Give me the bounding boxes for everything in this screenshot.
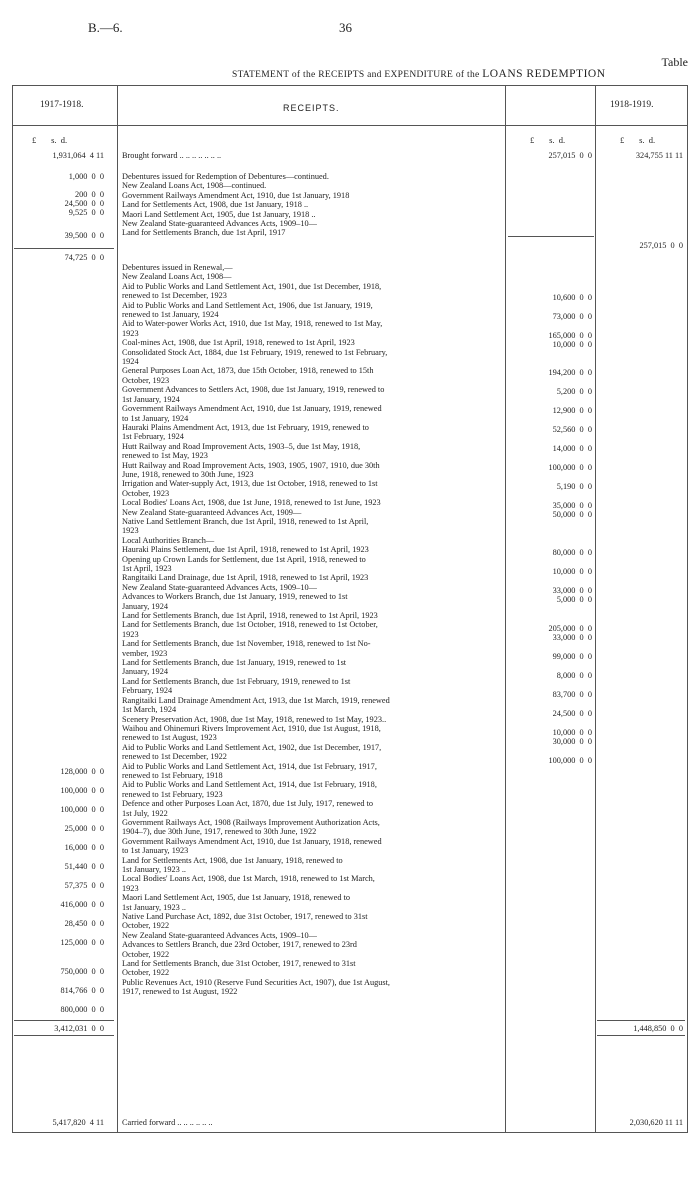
receipt-line: October, 1922 xyxy=(122,949,170,959)
mid-amount: 14,000 0 0 xyxy=(552,444,592,453)
receipt-line: 1917, renewed to 1st August, 1922 xyxy=(122,987,238,997)
receipt-line: General Purposes Loan Act, 1873, due 15th October, 1918, renewed to 15th xyxy=(122,366,374,376)
receipt-line: Local Bodies' Loans Act, 1908, due 1st June, 1918, renewed to 1st June, 1923 xyxy=(122,498,381,508)
table-word: Table xyxy=(661,55,688,69)
sum-line-right-2 xyxy=(597,1035,685,1036)
receipt-line: renewed to 1st February, 1923 xyxy=(122,789,223,799)
left-amount: 1,000 0 0 xyxy=(68,172,104,181)
left-amount: 200 0 0 xyxy=(74,190,104,199)
receipt-line: Government Railways Amendment Act, 1910, due 1st January, 1919, renewed xyxy=(122,404,382,414)
receipt-line: Land for Settlements Branch, due 31st October, 1917, renewed to 31st xyxy=(122,959,356,969)
mid-amount: 12,900 0 0 xyxy=(552,406,592,415)
mid-amount: 33,000 0 0 xyxy=(552,586,592,595)
receipt-line: renewed to 1st December, 1923 xyxy=(122,291,227,301)
receipt-line: Native Land Purchase Act, 1892, due 31st October, 1917, renewed to 31st xyxy=(122,912,368,922)
receipt-line: renewed to 1st December, 1922 xyxy=(122,752,227,762)
receipt-line: New Zealand Loans Act, 1908—continued. xyxy=(122,181,267,191)
mid-amount: 24,500 0 0 xyxy=(552,709,592,718)
table-top-rule xyxy=(12,85,688,86)
mid-amount: 83,700 0 0 xyxy=(552,690,592,699)
mid-amount: 5,000 0 0 xyxy=(556,595,592,604)
receipt-line: Land for Settlements Branch, due 1st February, 1919, renewed to 1st xyxy=(122,676,351,686)
mid-amount: 10,600 0 0 xyxy=(552,293,592,302)
mid-amount: 165,000 0 0 xyxy=(548,331,592,340)
left-amount: 5,417,820 4 11 xyxy=(52,1118,104,1127)
receipt-line: 1923 xyxy=(122,629,139,639)
col-divider-1 xyxy=(12,85,13,1133)
receipt-line: Coal-mines Act, 1908, due 1st April, 1918, renewed to 1st April, 1923 xyxy=(122,338,355,348)
mid-amount: 33,000 0 0 xyxy=(552,633,592,642)
mid-amount: 205,000 0 0 xyxy=(548,624,592,633)
mid-amount: 73,000 0 0 xyxy=(552,312,592,321)
receipt-line: 1923 xyxy=(122,526,139,536)
receipt-line: Opening up Crown Lands for Settlement, due 1st April, 1918, renewed to xyxy=(122,554,366,564)
left-amount: 416,000 0 0 xyxy=(60,900,104,909)
receipt-line: Government Advances to Settlers Act, 1908, due 1st January, 1919, renewed to xyxy=(122,385,385,395)
receipt-line: Government Railways Act, 1908 (Railways Improvement Authorization Acts, xyxy=(122,817,380,827)
receipt-row xyxy=(122,263,504,997)
receipt-line: New Zealand State-guaranteed Advances Acts, 1909–10— xyxy=(122,219,317,229)
receipt-line: 1st January, 1923 .. xyxy=(122,865,186,874)
receipt-line: Aid to Public Works and Land Settlement Act, 1914, due 1st February, 1918, xyxy=(122,780,377,790)
mid-amount: 35,000 0 0 xyxy=(552,501,592,510)
mid-amount: 100,000 0 0 xyxy=(548,463,592,472)
receipt-line: New Zealand Loans Act, 1908— xyxy=(122,272,232,282)
receipt-line: Land for Settlements Act, 1908, due 1st January, 1918, renewed to xyxy=(122,855,343,865)
left-amount: 57,375 0 0 xyxy=(64,881,104,890)
receipt-line: Aid to Public Works and Land Settlement Act, 1914, due 1st February, 1917, xyxy=(122,761,377,771)
left-amount: 16,000 0 0 xyxy=(64,843,104,852)
receipt-line: 1st February, 1924 xyxy=(122,432,184,442)
receipt-line: 1st March, 1924 xyxy=(122,705,177,715)
amount-c3: 324,755 11 11 xyxy=(635,151,683,160)
right-amount: 257,015 0 0 xyxy=(639,241,683,250)
receipt-line: Debentures issued for Redemption of Debentures—continued. xyxy=(122,172,329,181)
col-divider-2 xyxy=(117,85,118,1133)
mid-amount: 10,000 0 0 xyxy=(552,340,592,349)
receipt-line: October, 1923 xyxy=(122,375,170,385)
receipt-line: 1st July, 1922 xyxy=(122,808,168,818)
receipt-line: to 1st January, 1923 xyxy=(122,846,189,856)
receipt-line: Advances to Settlers Branch, due 23rd October, 1917, renewed to 23rd xyxy=(122,940,357,950)
sum-line-left-3 xyxy=(14,1035,114,1036)
left-amount: 814,766 0 0 xyxy=(60,986,104,995)
receipt-line: Scenery Preservation Act, 1908, due 1st May, 1918, renewed to 1st May, 1923.. xyxy=(122,714,387,724)
mid-amount: 10,000 0 0 xyxy=(552,567,592,576)
right-year-header: 1918-1919. xyxy=(610,100,654,110)
receipt-row xyxy=(122,151,504,160)
receipt-line: October, 1922 xyxy=(122,921,170,931)
col-divider-3 xyxy=(505,85,506,1133)
receipt-line: Brought forward .. .. .. .. .. .. .. xyxy=(122,151,222,160)
receipt-line: 1st January, 1924 xyxy=(122,394,180,404)
page-ref: B.—6. xyxy=(88,20,123,35)
sum-line-mid-1 xyxy=(508,236,594,237)
receipt-line: 1st April, 1923 xyxy=(122,564,172,573)
left-amount: 3,412,031 0 0 xyxy=(54,1024,104,1033)
receipt-line: 1st January, 1923 .. xyxy=(122,902,186,912)
left-amount: 100,000 0 0 xyxy=(60,805,104,814)
left-year-header: 1917-1918. xyxy=(40,100,84,110)
mid-amount: 10,000 0 0 xyxy=(552,728,592,737)
receipt-line: February, 1924 xyxy=(122,686,173,696)
receipt-line: Local Bodies' Loans Act, 1908, due 1st March, 1918, renewed to 1st March, xyxy=(122,874,375,884)
right-amount: 1,448,850 0 0 xyxy=(633,1024,683,1033)
receipt-line: 1923 xyxy=(122,328,139,338)
left-amount: 24,500 0 0 xyxy=(64,199,104,208)
receipt-line: Government Railways Amendment Act, 1910, due 1st January, 1918 xyxy=(122,190,350,200)
receipt-line: New Zealand State-guaranteed Advances Acts, 1909–10— xyxy=(122,582,317,592)
receipt-line: Aid to Public Works and Land Settlement Act, 1902, due 1st December, 1917, xyxy=(122,742,382,752)
receipt-line: Aid to Public Works and Land Settlement Act, 1901, due 1st December, 1918, xyxy=(122,281,382,291)
page-number: 36 xyxy=(339,20,352,35)
receipt-line: January, 1924 xyxy=(122,667,169,677)
receipt-line: Aid to Water-power Works Act, 1910, due 1st May, 1918, renewed to 1st May, xyxy=(122,319,383,329)
left-amount: 39,500 0 0 xyxy=(64,231,104,240)
currency-left: £ s. d. xyxy=(32,135,68,145)
amount-c1: 1,931,064 4 11 xyxy=(52,151,104,160)
left-amount: 25,000 0 0 xyxy=(64,824,104,833)
right-amount: 2,030,620 11 11 xyxy=(629,1118,683,1127)
left-amount: 128,000 0 0 xyxy=(60,767,104,776)
receipt-line: Rangitaiki Land Drainage, due 1st April, 1918, renewed to 1st April, 1923 xyxy=(122,573,369,583)
left-amount: 800,000 0 0 xyxy=(60,1005,104,1014)
left-amount: 750,000 0 0 xyxy=(60,967,104,976)
left-amount: 74,725 0 0 xyxy=(64,253,104,262)
mid-amount: 50,000 0 0 xyxy=(552,510,592,519)
statement-title xyxy=(232,68,606,80)
receipt-line: Defence and other Purposes Loan Act, 1870, due 1st July, 1917, renewed to xyxy=(122,799,374,809)
receipt-line: Land for Settlements Branch, due 1st April, 1917 xyxy=(122,228,286,238)
amount-c2: 257,015 0 0 xyxy=(548,151,592,160)
receipt-line: vember, 1923 xyxy=(122,648,168,658)
receipt-line: Rangitaiki Land Drainage Amendment Act, 1913, due 1st March, 1919, renewed xyxy=(122,695,390,705)
receipt-line: October, 1922 xyxy=(122,968,170,978)
receipt-line: 1924 xyxy=(122,357,139,367)
mid-amount: 5,200 0 0 xyxy=(556,387,592,396)
receipt-line: renewed to 1st February, 1918 xyxy=(122,770,223,780)
receipt-line: June, 1918, renewed to 30th June, 1923 xyxy=(122,469,254,479)
receipt-line: Hutt Railway and Road Improvement Acts, 1903, 1905, 1907, 1910, due 30th xyxy=(122,460,380,470)
receipt-line: Hauraki Plains Settlement, due 1st April, 1918, renewed to 1st April, 1923 xyxy=(122,545,369,555)
mid-amount: 30,000 0 0 xyxy=(552,737,592,746)
receipt-line: Land for Settlements Act, 1908, due 1st January, 1918 .. xyxy=(122,200,309,210)
statement-big: LOANS REDEMPTION xyxy=(482,68,606,80)
left-amount: 100,000 0 0 xyxy=(60,786,104,795)
receipt-line: Hutt Railway and Road Improvement Acts, 1903–5, due 1st May, 1918, xyxy=(122,441,361,451)
receipt-line: 1923 xyxy=(122,883,139,893)
receipt-line: New Zealand State-guaranteed Advances Act, 1909— xyxy=(122,507,302,517)
left-amount: 28,450 0 0 xyxy=(64,919,104,928)
receipt-line: Land for Settlements Branch, due 1st April, 1918, renewed to 1st April, 1923 xyxy=(122,611,378,621)
mid-amount: 52,560 0 0 xyxy=(552,425,592,434)
receipt-line: renewed to 1st January, 1924 xyxy=(122,310,219,320)
col-divider-5 xyxy=(687,85,688,1133)
receipt-line: renewed to 1st August, 1923 xyxy=(122,733,217,743)
receipt-row xyxy=(122,172,504,238)
receipt-line: Local Authorities Branch— xyxy=(122,535,215,545)
mid-amount: 80,000 0 0 xyxy=(552,548,592,557)
left-amount: 51,440 0 0 xyxy=(64,862,104,871)
left-amount: 125,000 0 0 xyxy=(60,938,104,947)
sum-line-left-2 xyxy=(14,1020,114,1021)
receipt-line: Native Land Settlement Branch, due 1st April, 1918, renewed to 1st April, xyxy=(122,516,369,526)
receipt-line: Consolidated Stock Act, 1884, due 1st February, 1919, renewed to 1st February, xyxy=(122,347,388,357)
sum-line-right-1 xyxy=(597,1020,685,1021)
receipt-line: January, 1924 xyxy=(122,601,169,611)
receipt-line: Land for Settlements Branch, due 1st January, 1919, renewed to 1st xyxy=(122,658,347,668)
receipt-line: Advances to Workers Branch, due 1st January, 1919, renewed to 1st xyxy=(122,592,348,602)
receipt-line: Carried forward .. .. .. .. .. .. xyxy=(122,1118,213,1127)
mid-amount: 194,200 0 0 xyxy=(548,368,592,377)
mid-amount: 5,190 0 0 xyxy=(556,482,592,491)
receipt-line: 1904–7), due 30th June, 1917, renewed to 30th June, 1922 xyxy=(122,827,317,837)
currency-right: £ s. d. xyxy=(620,135,656,145)
receipt-line: Land for Settlements Branch, due 1st November, 1918, renewed to 1st No- xyxy=(122,639,371,649)
table-bottom-rule xyxy=(12,1132,688,1133)
receipt-line: Maori Land Settlement Act, 1905, due 1st January, 1918 .. xyxy=(122,209,316,219)
receipt-line: Public Revenues Act, 1910 (Reserve Fund Securities Act, 1907), due 1st August, xyxy=(122,977,391,987)
left-amount: 9,525 0 0 xyxy=(68,208,104,217)
mid-amount: 100,000 0 0 xyxy=(548,756,592,765)
receipt-line: October, 1923 xyxy=(122,488,170,498)
receipts-header: RECEIPTS. xyxy=(283,103,340,113)
mid-amount: 99,000 0 0 xyxy=(552,652,592,661)
receipt-line: Land for Settlements Branch, due 1st October, 1918, renewed to 1st October, xyxy=(122,620,378,630)
receipt-line: Debentures issued in Renewal,— xyxy=(122,263,233,272)
mid-amount: 8,000 0 0 xyxy=(556,671,592,680)
receipt-line: Government Railways Amendment Act, 1910, due 1st January, 1918, renewed xyxy=(122,836,382,846)
receipt-line: to 1st January, 1924 xyxy=(122,413,189,423)
receipt-line: Maori Land Settlement Act, 1905, due 1st January, 1918, renewed to xyxy=(122,893,351,903)
receipt-line: Waihou and Ohinemuri Rivers Improvement Act, 1910, due 1st August, 1918, xyxy=(122,723,381,733)
receipt-row xyxy=(122,1118,504,1127)
receipt-line: Hauraki Plains Amendment Act, 1913, due 1st February, 1919, renewed to xyxy=(122,422,369,432)
receipt-line: renewed to 1st May, 1923 xyxy=(122,451,208,461)
statement-small: STATEMENT of the RECEIPTS and EXPENDITURE of the xyxy=(232,70,480,80)
receipt-line: Aid to Public Works and Land Settlement Act, 1906, due 1st January, 1919, xyxy=(122,300,373,310)
currency-mid: £ s. d. xyxy=(530,135,566,145)
receipt-line: Irrigation and Water-supply Act, 1913, due 1st October, 1918, renewed to 1st xyxy=(122,479,378,489)
receipt-line: New Zealand State-guaranteed Advances Acts, 1909–10— xyxy=(122,930,317,940)
header-bottom-rule xyxy=(12,125,688,126)
sum-line-left-1 xyxy=(14,248,114,249)
